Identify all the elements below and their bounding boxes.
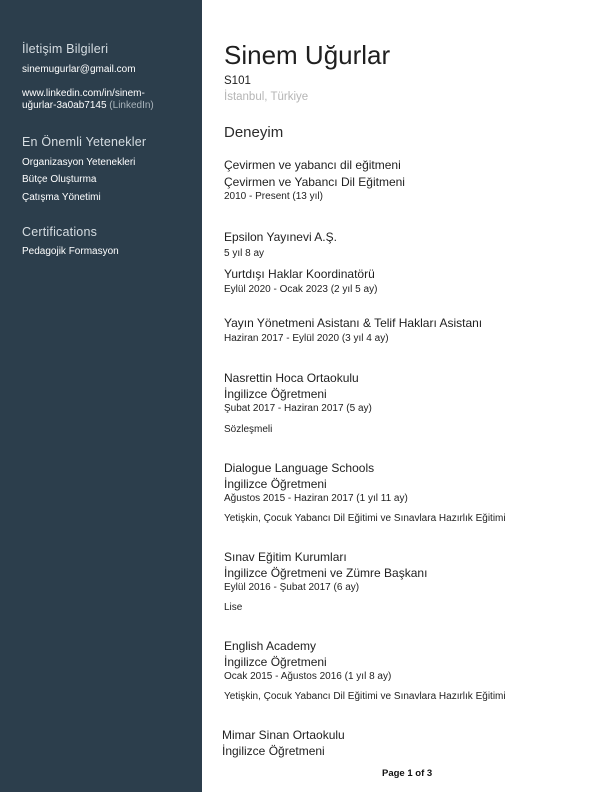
linkedin-url-line2 bbox=[22, 100, 154, 112]
job-dates: Eylül 2020 - Ocak 2023 (2 yıl 5 ay) bbox=[224, 284, 378, 295]
skills-section-title: En Önemli Yetenekler bbox=[22, 135, 147, 149]
job-role: İngilizce Öğretmeni ve Zümre Başkanı bbox=[224, 566, 428, 580]
person-name: Sinem Uğurlar bbox=[224, 40, 391, 70]
company-total-duration: 5 yıl 8 ay bbox=[224, 248, 265, 259]
linkedin-link[interactable] bbox=[22, 88, 154, 112]
company-name: Epsilon Yayınevi A.Ş. bbox=[224, 230, 337, 244]
job-role: İngilizce Öğretmeni bbox=[224, 387, 327, 401]
job-dates: Eylül 2016 - Şubat 2017 (6 ay) bbox=[224, 582, 360, 593]
company-name: Dialogue Language Schools bbox=[224, 461, 375, 475]
job-role: Yayın Yönetmeni Asistanı & Telif Hakları Asistanı bbox=[224, 316, 483, 330]
job-dates: Şubat 2017 - Haziran 2017 (5 ay) bbox=[224, 403, 372, 414]
company-name: English Academy bbox=[224, 639, 317, 653]
company-name: Sınav Eğitim Kurumları bbox=[224, 550, 347, 564]
main-content bbox=[202, 0, 612, 792]
job-description: Lise bbox=[224, 602, 243, 613]
job-role: İngilizce Öğretmeni bbox=[222, 744, 325, 758]
certification-item: Pedagojik Formasyon bbox=[22, 246, 119, 257]
contact-section-title: İletişim Bilgileri bbox=[22, 42, 109, 56]
skill-item: Bütçe Oluşturma bbox=[22, 174, 97, 185]
job-dates: Haziran 2017 - Eylül 2020 (3 yıl 4 ay) bbox=[224, 333, 389, 344]
linkedin-url-line1: www.linkedin.com/in/sinem- bbox=[22, 88, 145, 99]
company-name: Mimar Sinan Ortaokulu bbox=[222, 728, 345, 742]
location: İstanbul, Türkiye bbox=[224, 91, 309, 103]
linkedin-url-text: uğurlar-3a0ab7145 bbox=[22, 100, 107, 111]
job-description: Sözleşmeli bbox=[224, 424, 273, 435]
job-description: Yetişkin, Çocuk Yabancı Dil Eğitimi ve Sınavlara Hazırlık Eğitimi bbox=[224, 513, 506, 524]
company-name: Nasrettin Hoca Ortaokulu bbox=[224, 371, 359, 385]
job-description: Yetişkin, Çocuk Yabancı Dil Eğitimi ve Sınavlara Hazırlık Eğitimi bbox=[224, 691, 506, 702]
job-role: İngilizce Öğretmeni bbox=[224, 655, 327, 669]
skill-item: Çatışma Yönetimi bbox=[22, 192, 101, 203]
page-number: Page 1 of 3 bbox=[382, 768, 433, 779]
skill-item: Organizasyon Yetenekleri bbox=[22, 157, 136, 168]
company-name: Çevirmen ve yabancı dil eğitmeni bbox=[224, 158, 401, 172]
email-link[interactable]: sinemugurlar@gmail.com bbox=[22, 64, 136, 75]
job-dates: Ağustos 2015 - Haziran 2017 (1 yıl 11 ay) bbox=[224, 493, 408, 504]
job-dates: 2010 - Present (13 yıl) bbox=[224, 191, 323, 202]
experience-section-title: Deneyim bbox=[224, 124, 284, 141]
job-role: İngilizce Öğretmeni bbox=[224, 477, 327, 491]
sidebar bbox=[0, 0, 202, 792]
certifications-section-title: Certifications bbox=[22, 225, 98, 239]
job-role: Yurtdışı Haklar Koordinatörü bbox=[224, 267, 375, 281]
job-role: Çevirmen ve Yabancı Dil Eğitmeni bbox=[224, 175, 405, 189]
headline: S101 bbox=[224, 75, 251, 87]
job-dates: Ocak 2015 - Ağustos 2016 (1 yıl 8 ay) bbox=[224, 671, 392, 682]
linkedin-label: (LinkedIn) bbox=[109, 100, 154, 111]
